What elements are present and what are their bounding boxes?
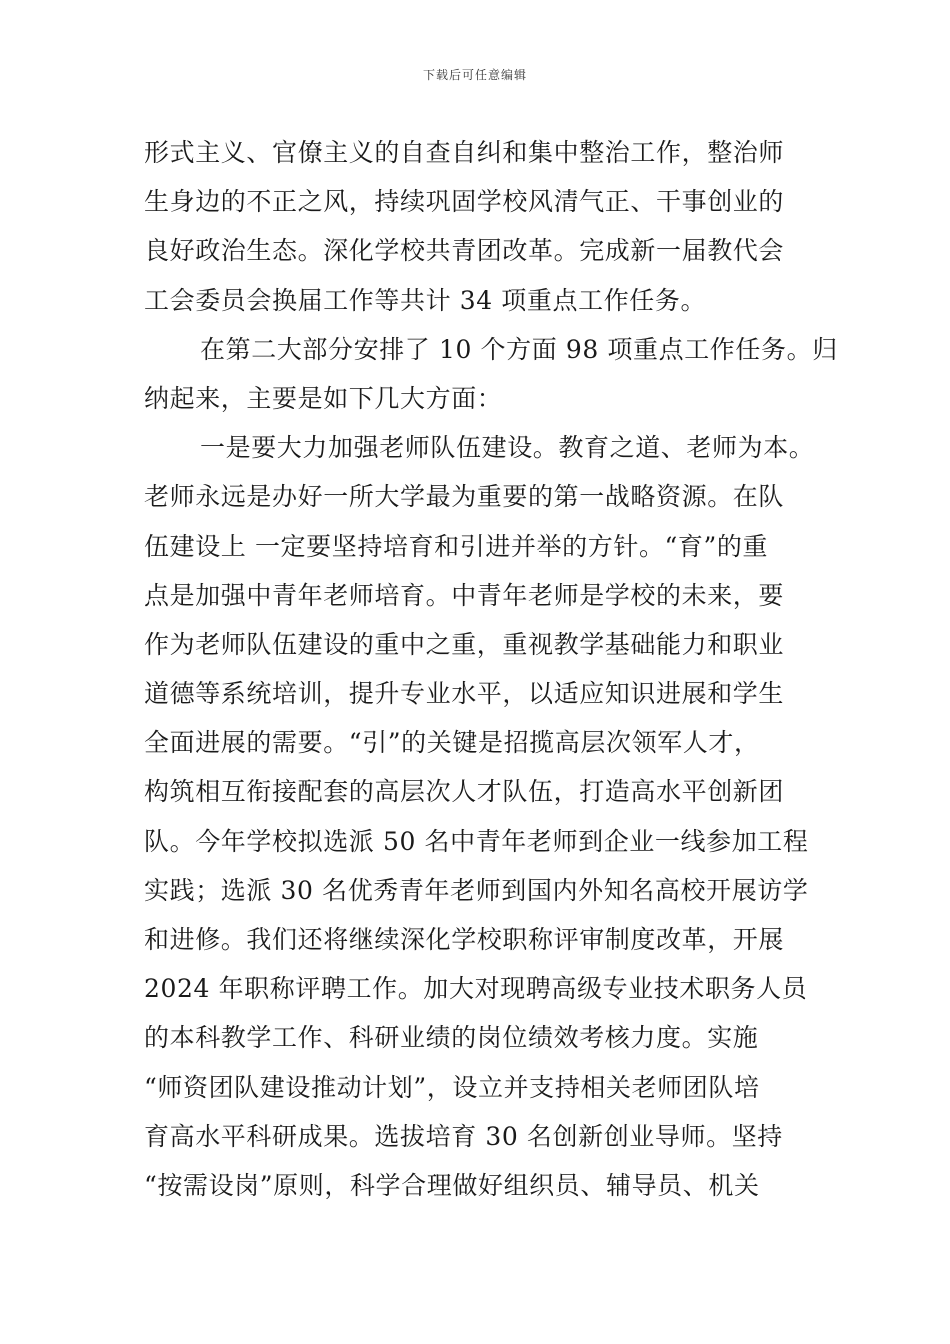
text-line: 纳起来，主要是如下几大方面：: [144, 383, 503, 413]
text-line: 2024 年职称评聘工作。加大对现聘高级专业技术职务人员: [144, 974, 808, 1004]
text-line: 育高水平科研成果。选拔培育 30 名创新创业导师。坚持: [144, 1121, 783, 1151]
text-line: 形式主义、官僚主义的自查自纠和集中整治工作，整治师: [144, 138, 785, 167]
text-line: 老师永远是办好一所大学最为重要的第一战略资源。在队: [144, 482, 785, 512]
text-line: 实践；选派 30 名优秀青年老师到国内外知名高校开展访学: [144, 875, 809, 905]
text-line: 道德等系统培训，提升专业水平，以适应知识进展和学生: [144, 679, 785, 709]
text-line: 全面进展的需要。“引”的关键是招揽高层次领军人才，: [144, 728, 760, 758]
text-line: 点是加强中青年老师培育。中青年老师是学校的未来，要: [144, 580, 785, 610]
text-line: 作为老师队伍建设的重中之重，重视教学基础能力和职业: [144, 629, 785, 659]
text-line: 良好政治生态。深化学校共青团改革。完成新一届教代会: [144, 236, 785, 266]
text-line: 和进修。我们还将继续深化学校职称评审制度改革，开展: [144, 925, 785, 954]
text-line: 生身边的不正之风，持续巩固学校风清气正、干事创业的: [144, 187, 785, 217]
paragraph-first-line: 在第二大部分安排了 10 个方面 98 项重点工作任务。归: [200, 334, 838, 364]
text-line: “师资团队建设推动计划”，设立并支持相关老师团队培: [144, 1072, 760, 1102]
text-line: “按需设岗”原则，科学合理做好组织员、辅导员、机关: [144, 1170, 760, 1200]
text-line: 伍建设上 一定要坚持培育和引进并举的方针。“育”的重: [144, 531, 769, 561]
text-line: 队。今年学校拟选派 50 名中青年老师到企业一线参加工程: [144, 826, 809, 856]
document-body: [144, 128, 838, 1210]
text-line: 构筑相互衔接配套的高层次人才队伍，打造高水平创新团: [144, 777, 785, 807]
page-header: 下载后可任意编辑: [422, 68, 527, 82]
text-line: 的本科教学工作、科研业绩的岗位绩效考核力度。实施: [144, 1023, 759, 1053]
paragraph-first-line: 一是要大力加强老师队伍建设。教育之道、老师为本。: [200, 433, 815, 463]
text-line: 工会委员会换届工作等共计 34 项重点工作任务。: [144, 285, 707, 315]
